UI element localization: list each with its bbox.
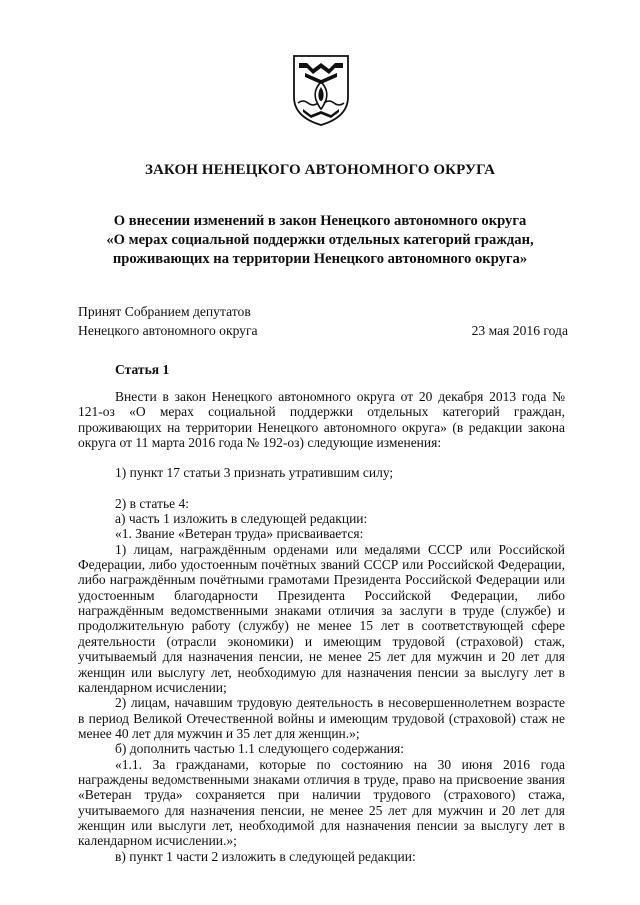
- adopted-by: [78, 302, 258, 340]
- coat-of-arms-emblem: [290, 53, 352, 127]
- paragraph: 2) в статье 4:: [115, 495, 189, 511]
- article-body: [78, 389, 565, 864]
- paragraph: 2) лицам, начавшим трудовую деятельность в несовершеннолетнем возрасте в период Великой Отечественной войны и имеющим трудовой (страховой) стаж не менее 40 лет для мужчин и 35 лет для женщин.»;: [78, 695, 565, 741]
- subtitle-line: «О мерах социальной поддержки отдельных категорий граждан,: [106, 232, 534, 248]
- law-subtitle: [0, 212, 640, 269]
- paragraph: б) дополнить частью 1.1 следующего содержания:: [115, 741, 404, 757]
- law-title: ЗАКОН НЕНЕЦКОГО АВТОНОМНОГО ОКРУГА: [144, 162, 496, 178]
- paragraph: «1.1. За гражданами, которые по состоянию на 30 июня 2016 года награждены ведомственными знаками отличия в труде, право на присвоение звания «Ветеран труда» сохраняется при наличии трудового (страхового) стажа, учитываемого для назначения пенсии, не менее 25 лет для мужчин и 20 лет для женщин или выслуги лет, необходимой для назначения пенсии за выслугу лет в календарном исчислении.»;: [78, 756, 565, 849]
- paragraph: Внести в закон Ненецкого автономного округа от 20 декабря 2013 года № 121-оз «О мерах социальной поддержки отдельных категорий граждан, проживающих на территории Ненецкого автономного округа» (в редакции закона округа от 11 марта 2016 года № 192-оз) следующие изменения:: [78, 389, 565, 451]
- paragraph: «1. Звание «Ветеран труда» присваивается:: [115, 526, 364, 542]
- adopted-line: Принят Собранием депутатов: [78, 304, 251, 319]
- adopted-line: Ненецкого автономного округа: [78, 323, 258, 338]
- paragraph: 1) лицам, награждённым орденами или медалями СССР или Российской Федерации, либо удостоенным почётных званий СССР или Российской Федерации, либо награждённым почётными грамотами Президента Российской Федерации или удостоенным благодарности Президента Российской Федерации, либо награждённым ведомственными знаками отличия за заслуги в труде (службе) и продолжительную работу (службу) не менее 15 лет в соответствующей сфере деятельности (отрасли экономики) и имеющим трудовой (страховой) стаж, учитываемый для назначения пенсии, не менее 25 лет для мужчин и 20 лет для женщин или выслугу лет, необходимую для назначения пенсии за выслугу лет в календарном исчислении;: [78, 541, 565, 695]
- paragraph: а) часть 1 изложить в следующей редакции:: [115, 511, 368, 527]
- subtitle-line: проживающих на территории Ненецкого автономного округа»: [112, 251, 528, 267]
- paragraph: в) пункт 1 части 2 изложить в следующей редакции:: [115, 848, 416, 864]
- article-heading: Статья 1: [115, 362, 170, 377]
- subtitle-line: О внесении изменений в закон Ненецкого автономного округа: [113, 213, 527, 229]
- paragraph: 1) пункт 17 статьи 3 признать утратившим силу;: [115, 465, 394, 481]
- adopted-date: 23 мая 2016 года: [471, 323, 568, 338]
